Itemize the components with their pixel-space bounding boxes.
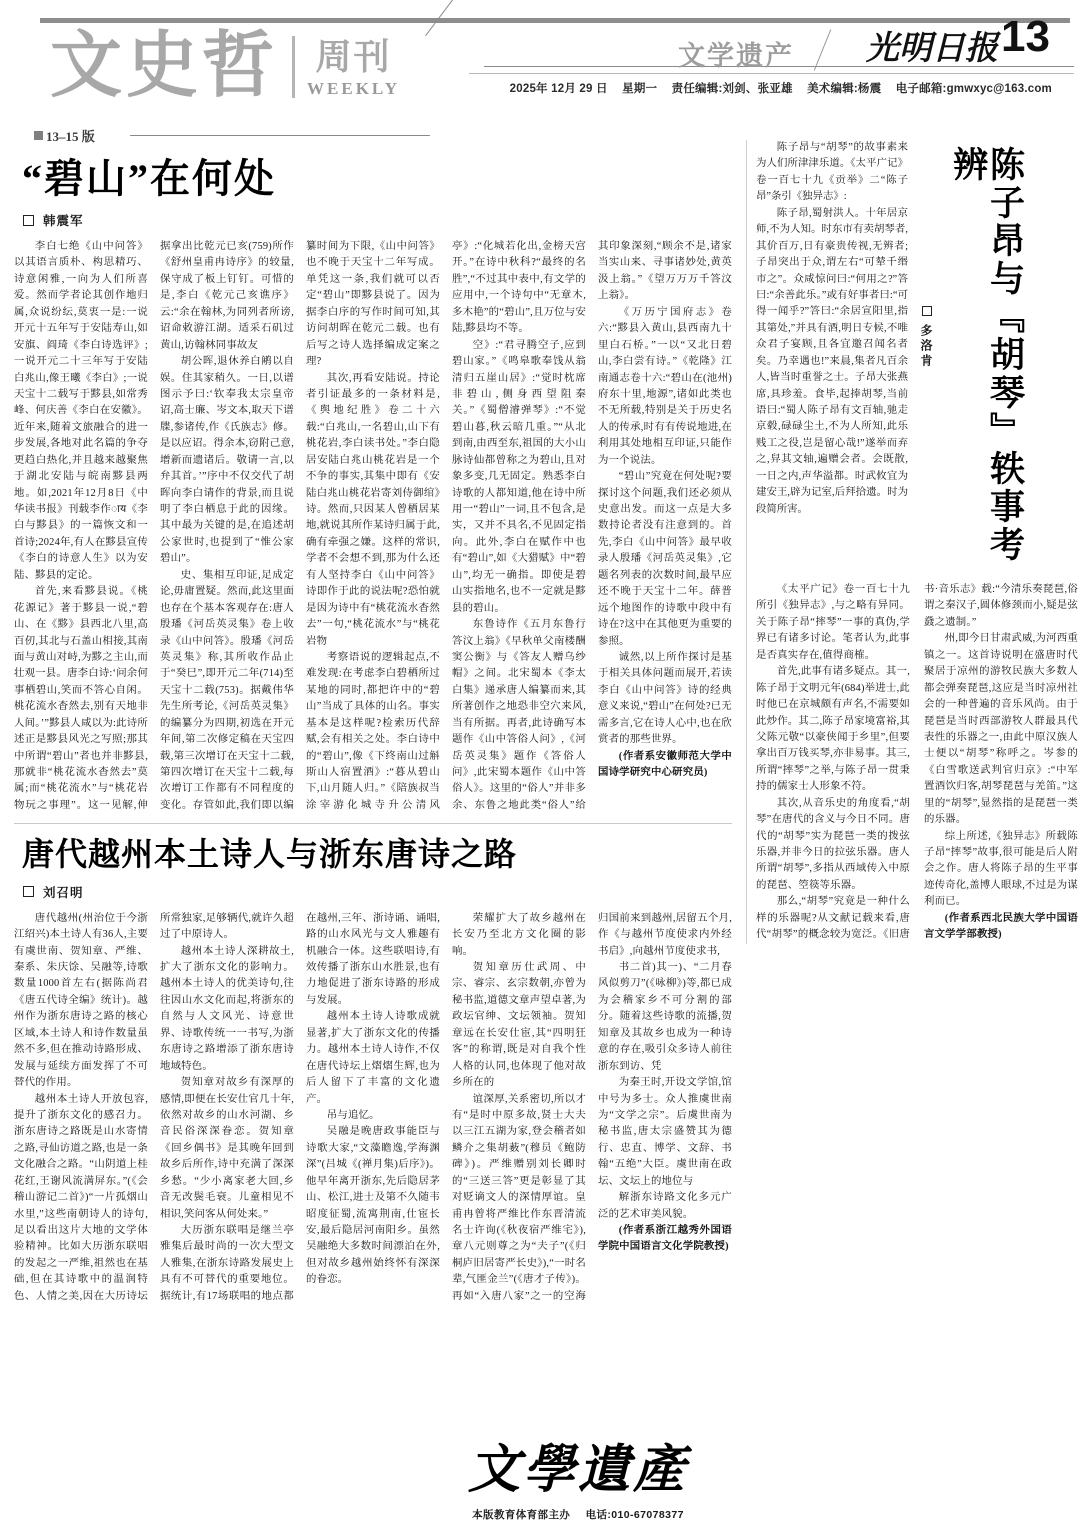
page-content (14, 140, 1078, 1305)
responsible-editor: 责任编辑:刘剑、张亚雄 (671, 83, 793, 95)
paragraph: 贺知章历仕武周、中宗、睿宗、玄宗数朝,亦曾为秘书监,道德文章声望卓著,为政坛官绅、文坛领袖。贺知章远在长安仕宦,其“四明狂客”的称谓,既是对自我个性人格的认同,也体现了他对故乡所在的 (452, 962, 586, 1089)
paragraph: 胡公晖,退休养白鹇以自娱。住其家稍久。一日,以谱图示予曰:‘钦奉我太宗皇帝诏,高士廉、岑文本,取天下谱牒,参诸传,作《氏族志》修。是以应诏。得余本,窃附己意,增新而遗诸后。敬请一言,以弁其首。’”序中不仅交代了胡晖向李白请作的背景,而且说明了李白栖息于此的因缘。其中最为关键的是,在追述胡公家世时,也提到了“惟公家碧山”。 (160, 356, 294, 565)
byline-square-icon (23, 215, 34, 226)
paragraph: 东鲁诗作《五月东鲁行答汶上翁》《早秋单父南楼酬窦公衡》与《答友人赠乌纱帽》之间。北宋蜀本《李太白集》递承唐人编纂而来,其所著创作之地恐非空穴来风,当有所据。再者,此诗确写本题作《山中答俗人问》,《河岳英灵集》题作《答俗人问》,此宋蜀本题作《山中答俗人》。这里的“俗人”并非多余、东鲁之地此类“俗人”给其印象深刻,“顾余不是,诸家当实山来、寻事诸妙处,黄英汲上翁。”《望万万万千答汶上翁》。 (452, 241, 732, 811)
paragraph: 越州本土诗人深耕故土,扩大了浙东文化的影响力。越州本土诗人的优美诗句,往往因山水文化而起,将浙东的自然与人文风光、诗意世界、诗歌传统一一书写,为浙东唐诗之路增添了浙东唐诗地域特色。 (160, 945, 294, 1072)
byline-square-icon (922, 306, 932, 316)
paragraph: 吴融是晚唐政事能臣与诗歌大家,“文藻瞻逸,学海渊深”(吕城《(禅月集)后序》)。他早年离开浙东,先后隐居茅山、松江,进士及第不久随韦昭度征蜀,流寓荆南,仕宦长安,最后隐居河南阳乡。虽然吴融绝大多数时间漂泊在外,但对故乡越州始终怀有深深的眷恋。 (306, 1126, 440, 1286)
paragraph: 越州本土诗人开放包容,提升了浙东文化的感召力。浙东唐诗之路既是山水寄情之路,寻仙访道之路,也是一条文化融合之路。“山阴道上桂花红,王谢风流满屏东。”(《会稽山游记二首》)“一片孤烟山水里,”这些南朝诗人的诗句,足以看出这片大地的文学体验精神。比如大历浙东联唱的发起之一严维,祖然也在基础,但在其诗歌中的温润特色、人情之美,因在大历诗坛所常独家,足够辆代,就许久超过了中原诗人。 (14, 912, 294, 1302)
article-two-author: 刘召明 (43, 885, 84, 900)
paragraph: “碧山”究竟在何处呢?要探讨这个问题,我们还必须从史意出发。而这一点是大多数持论者没有注意到的。首先,李白《山中问答》最早收录人殷璠《河岳英灵集》,它题名列表的次数时间,最早应还不晚于天宝十二年。薛普远个地图作的诗歌中段中有诗在?这中在其他更为重要的参照。 (598, 471, 732, 647)
footer-credits (448, 1507, 708, 1522)
weekday: 星期一 (622, 83, 658, 95)
paragraph: 荣耀扩大了故乡越州在长安乃至北方文化圈的影响。 (452, 912, 586, 957)
article-three-head-area (756, 140, 1080, 582)
paragraph: 那么,“胡琴”究竟是一种什么样的乐器呢?从文献记载来看,唐代“胡琴”的概念较为宽泛。《旧唐书·音乐志》载:“今清乐奏琵琶,俗谓之秦汉子,圆体修颈而小,疑是弦鼗之遗制。” (756, 584, 1078, 941)
article-two (14, 835, 738, 1305)
paragraph: 州,即今日甘肃武威,为河西重镇之一。这首诗说明在盛唐时代聚居于凉州的游牧民族大多数人都会弹奏琵琶,这应是当时凉州社会的一种普遍的音乐风尚。由于琵琶是当时西部游牧人群最具代表性的乐器之一,由此中原汉族人士便以“胡琴”称呼之。岑参的《白雪歌送武判官归京》:“中军置酒饮归客,胡琴琵琶与羌笛。”这里的“胡琴”,显然指的是琵琶一类的乐器。 (924, 633, 1078, 826)
paragraph: 诚然,以上所作探讨是基于相关具体问题而展开,若读李白《山中问答》诗的经典意义来说,“碧山”在何处?已无需多言,它在诗人心中,也在欣赏者的那些世界。 (598, 651, 732, 746)
left-article-zone (14, 140, 738, 1305)
footer-logo-text: 文學遺產 (467, 1442, 688, 1500)
paragraph: 李白七绝《山中问答》以其语言质朴、构思精巧、诗意闲雅,一向为人们所喜爱。然而学者论其创作地归属,众说纷纭,莫衷一是:一说开元十五年写于安陆寿山,如安旗、阎琦《李白诗选评》;一说开元二十三年写于安陆白兆山,像王曦《李白》;一说天宝十二载写于黟县,如常秀峰、何庆善《李白在安徽》。近年来,随着文旅融合的进一步发展,各地对此名篇的争夺更趋白热化,并且越来越聚焦于湖北安陆与皖南黟县两地。如,2021年12月8日《中华读书报》刊载李作ाय《李白与黟县》的一篇恢文和一首诗;2024年,有人在黟县宣传《李白的诗意人生》以为安陆、黟县的定论。 (14, 241, 148, 581)
article-separator-rule (14, 823, 732, 824)
square-bullet-icon (34, 131, 43, 140)
section-label: 文学遗产 (678, 41, 794, 71)
brand-subtitle-cn: 周刊 (315, 37, 392, 78)
logo-slash-divider (814, 29, 831, 70)
paragraph: 综上所述,《独异志》所载陈子昂“摔琴”故事,很可能是后人附会之作。唐人将陈子昂的生平事迹传奇化,盖博人眼球,不过是为谋利而已。 (924, 830, 1078, 908)
paragraph: 书二首)其一)、“二月春风似剪刀”(《咏柳》)等,都已成为会稽家乡不可分割的部分。随着这些诗歌的流播,贺知章及其故乡也成为一种诗意的存在,吸引众多诗人前往浙东到访、凭 (598, 962, 732, 1072)
page-number: 13 (1001, 12, 1050, 61)
paragraph: 空》:“君寻腾空子,应到碧山家。”《鸣皋歌奉饯从翁清归五崖山居》:“觉时枕席非碧山,侧身西望阻秦关。”《蜀僧濬弹琴》:“不觉碧山暮,秋云暗几重。”“从北到南,由西至东,祖国的大小山脉诗仙都曾称之为碧山,且对象多变,几无固定。熟悉李白诗歌的人都知道,他在诗中所用一“碧山”一词,且不包含,是实，又并不具名,不见固定指向。此外,李白在赋作中也有“碧山”,如《大猎赋》中“碧山”,均无一确指。即使是碧山实指地名,也不一定就是黟县的碧山。 (452, 339, 586, 614)
article-one-author: 韩震军 (43, 214, 84, 228)
pages-underline-rule (130, 135, 430, 136)
paragraph: 《太平广记》卷一百七十九所引《独异志》,与之略有异同。关于陈子昂“摔琴”一事的真伪,学界已有诸多讨论。笔者认为,此事是否真实存在,值得商榷。 (756, 584, 910, 661)
brand-divider (292, 36, 295, 98)
masthead (14, 0, 1066, 144)
paragraph: 大历浙东联唱是继兰亭雅集后最时尚的一次大型文人雅集,在浙东诗路发展史上具有不可替代的重要地位。据统计,有17场联唱的地点都在越州,三年、浙诗诵、诵唱,路的山水风光与文人雅趣有机融合一体。这些联唱诗,有效传播了浙东山水胜景,也有力地促进了浙东诗路的形成与发展。 (160, 912, 440, 1302)
article-three-author: 多洛肯 (919, 324, 933, 369)
brand-subtitle-group (307, 39, 400, 102)
paragraph: 陈子昂与“胡琴”的故事素来为人们所津津乐道。《太平广记》卷一百七十九《贡举》二“陈子昂”条引《独异志》: (756, 142, 908, 203)
paragraph: 解浙东诗路文化多元广泛的艺术审美风貌。 (598, 1192, 732, 1220)
article-two-body (14, 911, 732, 1306)
article-three-headline: 陈子昂与『胡琴』轶事考辨 (948, 146, 1025, 564)
paragraph: 考察语说的逻辑起点,不难发现:在考虑李白碧栖所过某地的同时,都把许中的“碧山”当成了具体的山名。事实基本是这样呢?检索历代辞赋,会有相关之处。李白诗中的“碧山”,像《下终南山过斛斯山人宿置酒》:“暮从碧山下,山月随人归。”《陪族叔当涂宰游化城寺升公清风亭》:“化城若化出,金榜天宫开。”在诗中秋科?“最终的名胜”,“不过其中表中,有文学的应用中,一个诗句中“无章木,多木艳”的“碧山”,且万位与安陆,黟县均不等。 (306, 241, 586, 811)
article-three-lead-column (756, 140, 908, 518)
footer-telephone: 电话:010-67078377 (585, 1509, 684, 1521)
footer-sponsor: 本版教育体育部主办 (472, 1509, 571, 1521)
byline-square-icon (23, 886, 34, 897)
brand-title: 文史哲 (50, 26, 279, 106)
article-one-body (14, 239, 732, 814)
paragraph: 为秦王时,开设文学馆,馆中号为多士。众人推虞世南为“文学之宗”。后虞世南为秘书监,唐太宗盛赞其为德行、忠直、博学、文辞、书翰“五绝”大臣。虞世南在政坛、文坛上的地位与 (598, 1077, 732, 1187)
paragraph: 贺知章对故乡有深厚的感情,即便在长安仕官几十年,依然对故乡的山水河湖、乡音民俗深深眷恋。贺知章《回乡偶书》是其晚年回到故乡后所作,诗中充满了深深乡愁。“少小离家老大回,乡音无改鬓毛衰。儿童相见不相识,笑问客从何处来。” (160, 1077, 294, 1220)
article-one (14, 156, 738, 814)
article-three-vertical-title-block (918, 146, 1027, 576)
right-article-zone (746, 140, 1080, 944)
article-two-attribution: (作者系浙江越秀外国语学院中国语言文化学院教授) (598, 1225, 732, 1253)
art-editor: 美术编辑:杨震 (807, 83, 882, 95)
footer-masthead (448, 1444, 708, 1522)
paragraph: 陈子昂,蜀射洪人。十年居京师,不为人知。时东市有卖胡琴者,其价百万,日有豪贵传视,无辨者;子昂突出于众,谓左右“可辇千缗市之”。众咸惊问曰:“何用之?”答曰:“余善此乐。”或有好事者曰:“可得一闻乎?”答曰:“余居宣阳里,指其第处,”并具有酒,明日专候,不唯众君子宴顾,且各宜邀召闻名者矣。乃幸遇也!”来晨,集者凡百余人,皆当时重誉之士。子昂大张燕席,具珍羞。食毕,起捧胡琴,当前语曰:“蜀人陈子昂有文百轴,驰走京毂,碌碌尘土,不为人所知,此乐贱工之役,岂是留心哉!”遂举而弃之,舁其文轴,遍赠会者。会既散,一日之内,声华溢都。时武攸宜为建安王,辟为记室,后拜拾遗。时为段简所害。 (756, 207, 908, 515)
article-three-byline (918, 306, 935, 369)
paragraph: 谊深厚,关系密切,所以才有“是时中原多故,贤士大夫以三江五湖为家,登会稽者如鳞介之集胡薮”(穆员《鲍防碑》)。严维赠别刘长卿时的“三送三答”更是彰显了其对贬谪文人的深情厚谊。皇甫冉曾将严维比作东晋清流名士许询(《秋夜宿严维宅》),章八元则尊之为“夫子”(《归桐庐旧居寄严长史》),“一时名辈,气匪金兰”(《唐才子传》)。再如“入唐八家”之一的空海归国前来到越州,居留五个月,作《与越州节度使求内外经书启》,向越州节度使求书, (452, 912, 732, 1302)
article-two-headline: 唐代越州本土诗人与浙东唐诗之路 (22, 836, 518, 873)
article-one-headline: “碧山”在何处 (22, 156, 276, 201)
brand-subtitle-en: WEEKLY (307, 79, 400, 98)
article-one-byline (23, 211, 738, 229)
paragraph: 《万历宁国府志》卷六:“黟县入黄山,县西南九十里白石桥。”一以“又北日碧山,李白尝有诗。”《乾隆》江南通志卷十六:“碧山在(池州)府东十里,地源”,诸如此类也不无所载,特别是关于历史名人的传承,时有有传说地进,在利用其处地相互印证,只能作为一个说法。 (598, 306, 732, 466)
article-three (756, 140, 1080, 944)
article-three-attribution: (作者系西北民族大学中国语言文学学部教授) (924, 912, 1078, 941)
masthead-credits-rule (469, 73, 1074, 74)
paragraph: 其次,从音乐史的角度看,“胡琴”在唐代的含义与今日不同。唐代的“胡琴”实为琵琶一类的拨弦乐器,并非今日的拉弦乐器。唐人所谓“胡琴”,多指从西域传入中原的琵琶、箜篌等乐器。 (756, 797, 910, 891)
email-address: 电子邮箱:gmwxyc@163.com (895, 83, 1052, 95)
paragraph: 吊与追忆。 (326, 1109, 380, 1121)
paragraph: 史、集相互印证,足成定论,毋庸置疑。然而,此这里面也存在个基本客观存在:唐人殷璠《河岳英灵集》卷上收录《山中问答》。殷璠《河岳英灵集》称,其所收作品止于“癸巳”,即开元二年(714)至天宝十二载(753)。据戴伟华先生所考论,《河岳英灵集》的编纂分为四期,初选在开元年间,第二次修定稿在天宝四载,第三次增订在天宝十二载,第四次增订在天宝十二载,每次增订工作都有不同程度的变化。存管如此,我们即以编纂时间为下限,《山中问答》也不晚于天宝十二年写成。单凭这一条,我们就可以否定“碧山”即黟县说了。因为据李白序的写作时间可知,其访问胡晖在乾元二载。也有后写之诗人选择编成定案之理? (160, 241, 440, 811)
paragraph: 唐代越州(州治位于今浙江绍兴)本土诗人有36人,主要有虞世南、贺知章、严维、秦系、朱庆馀、吴融等,诗歌数量1000首左右(据陈尚君《唐五代诗全编》统计)。越州作为浙东唐诗之路的核心区域,本土诗人和诗作数量虽然不多,但在推动诗路形成、发展与延续方面发挥了不可替代的作用。 (14, 912, 148, 1089)
paragraph: 越州本土诗人诗歌成就显著,扩大了浙东文化的传播力。越州本土诗人诗作,不仅在唐代诗坛上熠熠生辉,也为后人留下了丰富的文化遗产。 (306, 1011, 440, 1105)
publication-date: 2025年 12月 29 日 (509, 83, 608, 95)
paragraph: 首先,来看黟县说。《桃花源记》著于黟县一说,“碧山、在《黟》县西北八里,高百仞,其北与石盖山相接,其南面与黄山对峙,为黟之主山,而壮观一县。唐李白诗:‘问余何事栖碧山,笑而不答心自闲。桃花流水杳然去,别有天地非人间。’”黟县人咸以为:此诗所述正是黟县风光之写照;那其中所谓“碧山”者也并非黟县,那就非“桃花流水杳然去”莫属;而“桃花流水”与“桃花岩物玩之事理”。这一见解,伸据拿出比乾元已亥(759)所作《舒州皇甫冉诗序》的较量,保守成了板上钉钉。可惜的是,李白《乾元己亥谯序》云:“余在翰林,为同列者所谤,诏命敕游江湖。适采石矶过黄山,访翰林同事故友 (14, 241, 294, 811)
article-three-body (756, 582, 1078, 944)
article-two-byline (23, 883, 738, 901)
paragraph: 首先,此事有诸多疑点。其一,陈子昂于文明元年(684)举进士,此时他已在京城颇有声名,不需要如此炒作。其二,陈子昂家境富裕,其父陈元敬“以豪侠闻于乡里”,但要拿出百万钱买琴,亦非易事。其三,所谓“摔琴”之举,与陈子昂一贯秉持的儒家士人形象不符。 (756, 666, 910, 793)
masthead-credits (510, 80, 1052, 96)
paper-name-logo: 光明日报 (866, 31, 998, 67)
brand-logo (50, 26, 400, 106)
pages-range-label: 13–15 版 (46, 129, 95, 144)
article-one-attribution: (作者系安徽师范大学中国诗学研究中心研究员) (598, 750, 732, 778)
paragraph: 其次,再看安陆说。持论者引证最多的一条材料是,《舆地纪胜》卷二十六载:“白兆山,一名碧山,山下有桃花岩,李白读书处。”李白隐居安陆白兆山桃花岩是一个不争的事实,其集中即有《安陆白兆山桃花岩寄刘侍御绾》诗。然而,只因某人曾栖居某地,就说其所作某诗归属于此,确有牵强之嫌。这样的常识,学者不会想不到,那为什么还有人坚持李白《山中问答》诗即作于此的说法呢?恐怕就是因为诗中有“桃花流水杳然去”一句,“桃花流水”与“桃花岩物 (306, 372, 440, 647)
